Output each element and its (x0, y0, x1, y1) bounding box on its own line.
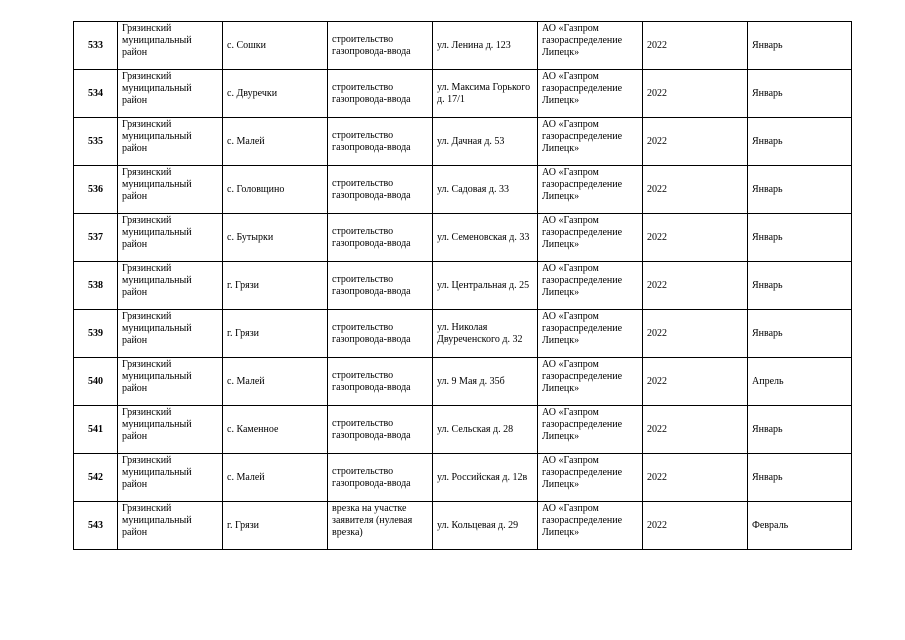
organization-cell: АО «Газпром газораспределение Липецк» (538, 70, 643, 118)
address-cell: ул. Семеновская д. 33 (433, 214, 538, 262)
locality-cell: с. Сошки (223, 22, 328, 70)
row-number: 534 (74, 70, 118, 118)
row-number: 538 (74, 262, 118, 310)
address-cell: ул. Сельская д. 28 (433, 406, 538, 454)
work-type-cell: строительство газопровода-ввода (328, 214, 433, 262)
work-type-cell: строительство газопровода-ввода (328, 70, 433, 118)
year-cell: 2022 (643, 214, 748, 262)
year-cell: 2022 (643, 118, 748, 166)
organization-cell: АО «Газпром газораспределение Липецк» (538, 454, 643, 502)
work-type-cell: строительство газопровода-ввода (328, 262, 433, 310)
row-number: 540 (74, 358, 118, 406)
table-row (74, 70, 852, 118)
organization-cell: АО «Газпром газораспределение Липецк» (538, 406, 643, 454)
month-cell: Январь (748, 118, 852, 166)
work-type-cell: строительство газопровода-ввода (328, 358, 433, 406)
organization-cell: АО «Газпром газораспределение Липецк» (538, 214, 643, 262)
year-cell: 2022 (643, 406, 748, 454)
organization-cell: АО «Газпром газораспределение Липецк» (538, 262, 643, 310)
work-type-cell: строительство газопровода-ввода (328, 406, 433, 454)
table-body (74, 22, 852, 550)
district-cell: Грязинский муниципальный район (118, 214, 223, 262)
table-row (74, 406, 852, 454)
row-number: 542 (74, 454, 118, 502)
row-number: 535 (74, 118, 118, 166)
year-cell: 2022 (643, 358, 748, 406)
month-cell: Январь (748, 214, 852, 262)
district-cell: Грязинский муниципальный район (118, 166, 223, 214)
month-cell: Январь (748, 406, 852, 454)
schedule-table (73, 21, 852, 550)
locality-cell: с. Малей (223, 118, 328, 166)
year-cell: 2022 (643, 70, 748, 118)
year-cell: 2022 (643, 166, 748, 214)
organization-cell: АО «Газпром газораспределение Липецк» (538, 502, 643, 550)
locality-cell: с. Малей (223, 454, 328, 502)
month-cell: Январь (748, 454, 852, 502)
district-cell: Грязинский муниципальный район (118, 70, 223, 118)
table-row (74, 166, 852, 214)
locality-cell: с. Двуречки (223, 70, 328, 118)
address-cell: ул. Ленина д. 123 (433, 22, 538, 70)
month-cell: Январь (748, 262, 852, 310)
row-number: 539 (74, 310, 118, 358)
work-type-cell: строительство газопровода-ввода (328, 22, 433, 70)
table-row (74, 22, 852, 70)
year-cell: 2022 (643, 502, 748, 550)
locality-cell: с. Бутырки (223, 214, 328, 262)
district-cell: Грязинский муниципальный район (118, 502, 223, 550)
row-number: 533 (74, 22, 118, 70)
address-cell: ул. 9 Мая д. 35б (433, 358, 538, 406)
address-cell: ул. Садовая д. 33 (433, 166, 538, 214)
organization-cell: АО «Газпром газораспределение Липецк» (538, 358, 643, 406)
row-number: 541 (74, 406, 118, 454)
table-row (74, 454, 852, 502)
locality-cell: г. Грязи (223, 262, 328, 310)
month-cell: Апрель (748, 358, 852, 406)
address-cell: ул. Кольцевая д. 29 (433, 502, 538, 550)
work-type-cell: врезка на участке заявителя (нулевая врезка) (328, 502, 433, 550)
month-cell: Январь (748, 310, 852, 358)
year-cell: 2022 (643, 454, 748, 502)
row-number: 537 (74, 214, 118, 262)
address-cell: ул. Центральная д. 25 (433, 262, 538, 310)
work-type-cell: строительство газопровода-ввода (328, 454, 433, 502)
organization-cell: АО «Газпром газораспределение Липецк» (538, 166, 643, 214)
table-row (74, 502, 852, 550)
district-cell: Грязинский муниципальный район (118, 118, 223, 166)
district-cell: Грязинский муниципальный район (118, 22, 223, 70)
month-cell: Январь (748, 166, 852, 214)
month-cell: Январь (748, 70, 852, 118)
organization-cell: АО «Газпром газораспределение Липецк» (538, 310, 643, 358)
district-cell: Грязинский муниципальный район (118, 454, 223, 502)
district-cell: Грязинский муниципальный район (118, 310, 223, 358)
district-cell: Грязинский муниципальный район (118, 262, 223, 310)
work-type-cell: строительство газопровода-ввода (328, 310, 433, 358)
address-cell: ул. Дачная д. 53 (433, 118, 538, 166)
table-row (74, 358, 852, 406)
table-row (74, 214, 852, 262)
month-cell: Январь (748, 22, 852, 70)
work-type-cell: строительство газопровода-ввода (328, 118, 433, 166)
district-cell: Грязинский муниципальный район (118, 358, 223, 406)
address-cell: ул. Николая Двуреченского д. 32 (433, 310, 538, 358)
locality-cell: г. Грязи (223, 310, 328, 358)
year-cell: 2022 (643, 262, 748, 310)
year-cell: 2022 (643, 310, 748, 358)
table-row (74, 262, 852, 310)
month-cell: Февраль (748, 502, 852, 550)
district-cell: Грязинский муниципальный район (118, 406, 223, 454)
row-number: 543 (74, 502, 118, 550)
table-row (74, 118, 852, 166)
work-type-cell: строительство газопровода-ввода (328, 166, 433, 214)
locality-cell: с. Каменное (223, 406, 328, 454)
locality-cell: с. Малей (223, 358, 328, 406)
row-number: 536 (74, 166, 118, 214)
table-row (74, 310, 852, 358)
year-cell: 2022 (643, 22, 748, 70)
locality-cell: г. Грязи (223, 502, 328, 550)
locality-cell: с. Головщино (223, 166, 328, 214)
address-cell: ул. Максима Горького д. 17/1 (433, 70, 538, 118)
organization-cell: АО «Газпром газораспределение Липецк» (538, 118, 643, 166)
organization-cell: АО «Газпром газораспределение Липецк» (538, 22, 643, 70)
address-cell: ул. Российская д. 12в (433, 454, 538, 502)
